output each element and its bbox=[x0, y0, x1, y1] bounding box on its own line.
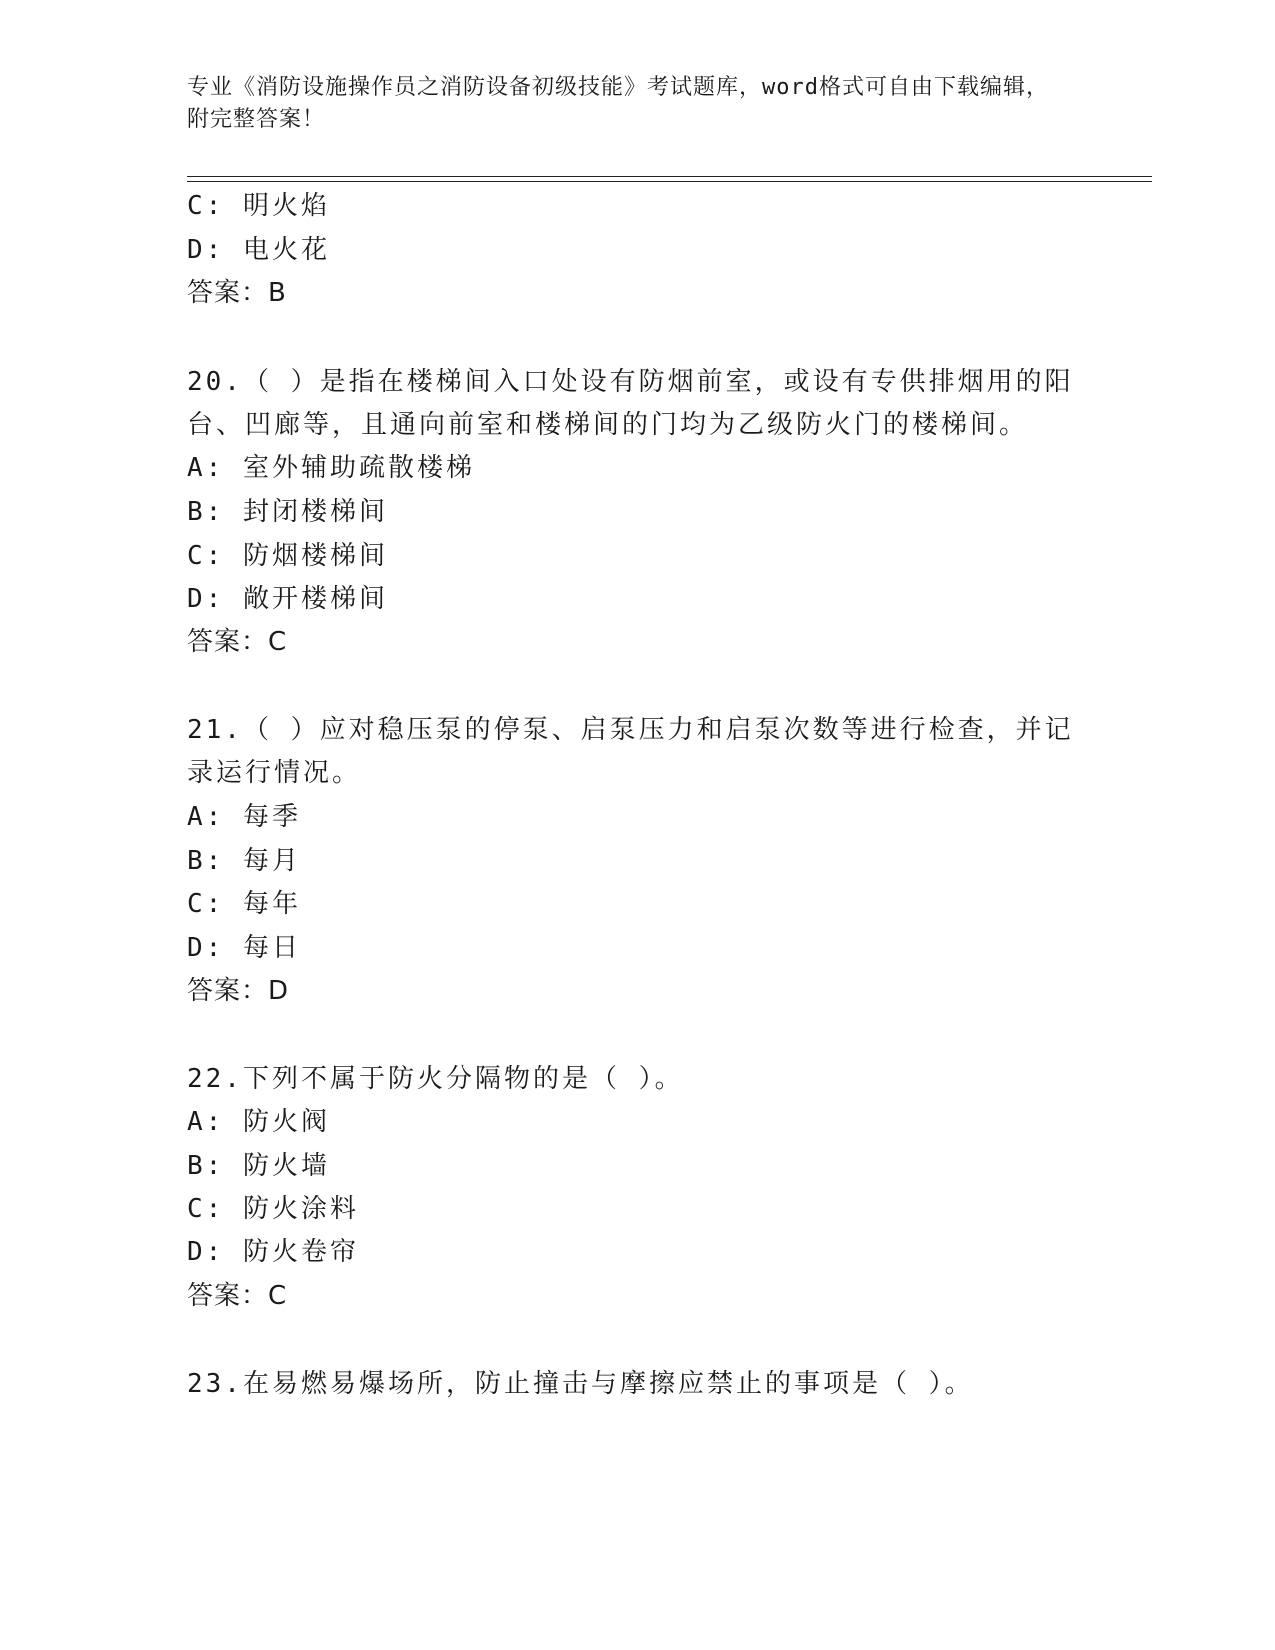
q21-stem-line1: 21.（ ）应对稳压泵的停泵、启泵压力和启泵次数等进行检查，并记 bbox=[187, 715, 1074, 745]
q20-option-c: C: 防烟楼梯间 bbox=[187, 541, 388, 571]
q20-answer: 答案：C bbox=[187, 627, 288, 657]
q21-option-d: D: 每日 bbox=[187, 933, 301, 963]
prev-option-c: C: 明火焰 bbox=[187, 191, 330, 221]
q22-option-d: D: 防火卷帘 bbox=[187, 1237, 359, 1267]
header-divider-bottom bbox=[187, 181, 1152, 182]
q20-option-b: B: 封闭楼梯间 bbox=[187, 497, 388, 527]
q22-option-b: B: 防火墙 bbox=[187, 1151, 330, 1181]
q22-option-a: A: 防火阀 bbox=[187, 1107, 330, 1137]
q23-stem-line1: 23.在易燃易爆场所，防止撞击与摩擦应禁止的事项是（ ）。 bbox=[187, 1369, 974, 1399]
q21-answer: 答案：D bbox=[187, 976, 290, 1006]
prev-answer: 答案：B bbox=[187, 278, 287, 308]
q20-option-a: A: 室外辅助疏散楼梯 bbox=[187, 453, 475, 483]
q22-option-c: C: 防火涂料 bbox=[187, 1194, 359, 1224]
q21-option-b: B: 每月 bbox=[187, 846, 301, 876]
q20-option-d: D: 敞开楼梯间 bbox=[187, 584, 388, 614]
q20-stem-line1: 20.（ ）是指在楼梯间入口处设有防烟前室，或设有专供排烟用的阳 bbox=[187, 367, 1074, 397]
header-divider-top bbox=[187, 176, 1152, 177]
q21-stem-line2: 录运行情况。 bbox=[187, 758, 362, 788]
document-header: 专业《消防设施操作员之消防设备初级技能》考试题库，word格式可自由下载编辑，附完整答案！ bbox=[187, 75, 1049, 132]
q20-stem-line2: 台、凹廊等，且通向前室和楼梯间的门均为乙级防火门的楼梯间。 bbox=[187, 410, 1029, 440]
q22-stem-line1: 22.下列不属于防火分隔物的是（ ）。 bbox=[187, 1064, 684, 1094]
q22-answer: 答案：C bbox=[187, 1281, 288, 1311]
q21-option-a: A: 每季 bbox=[187, 802, 301, 832]
prev-option-d: D: 电火花 bbox=[187, 235, 330, 265]
q21-option-c: C: 每年 bbox=[187, 889, 301, 919]
